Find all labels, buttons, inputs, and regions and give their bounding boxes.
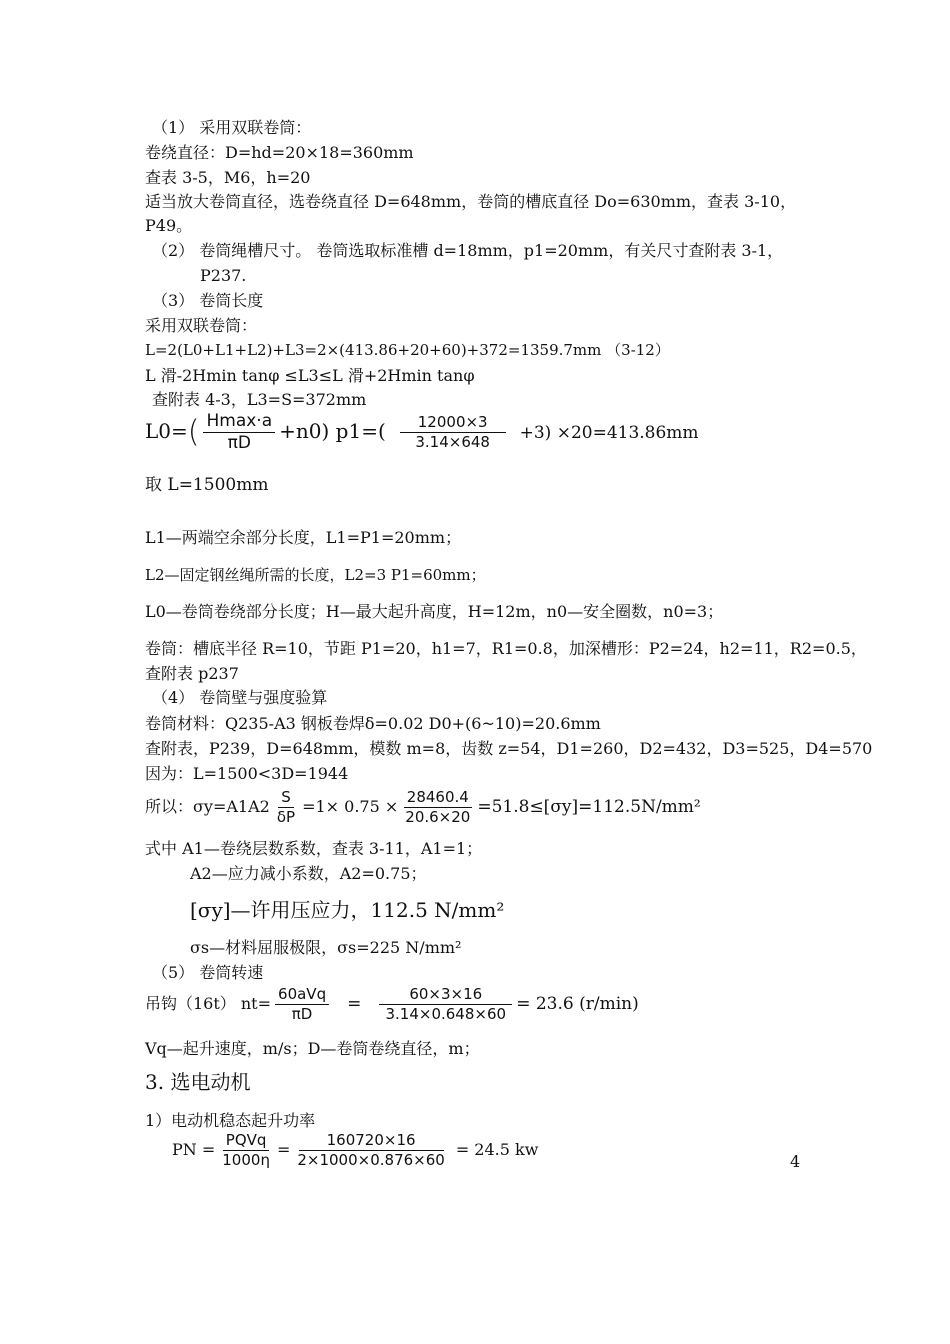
text-line: 查附表 p237: [145, 664, 239, 683]
formula-lhs: PN =: [172, 1140, 216, 1159]
fraction-denominator: πD: [291, 1005, 313, 1023]
text-line: P237.: [200, 266, 247, 285]
text-line: 取 L=1500mm: [145, 475, 269, 495]
fraction: [274, 790, 298, 825]
formula-l0: [145, 413, 699, 452]
fraction-denominator: πD: [227, 433, 251, 453]
text-line: 卷绕直径：D=hd=20×18=360mm: [145, 143, 414, 162]
text-line: L2—固定钢丝绳所需的长度，L2=3 P1=60mm；: [145, 566, 486, 584]
text-line: 卷筒材料：Q235-A3 钢板卷焊δ=0.02 D0+(6~10)=20.6mm: [145, 714, 601, 733]
formula-lhs: L0=: [145, 419, 188, 443]
section-heading-motor: 3. 选电动机: [145, 1070, 251, 1094]
fraction-denominator: δP: [276, 808, 296, 826]
fraction-denominator: 1000η: [222, 1151, 270, 1169]
text-line: 查附表 4-3，L3=S=372mm: [152, 390, 367, 409]
text-line: P49。: [145, 216, 193, 235]
fraction-numerator: S: [278, 790, 294, 808]
text-line: L0—卷筒卷绕部分长度；H—最大起升高度，H=12m，n0—安全圈数，n0=3；: [145, 602, 724, 621]
text-line: L1—两端空余部分长度，L1=P1=20mm；: [145, 528, 462, 547]
fraction-denominator: 3.14×0.648×60: [385, 1005, 507, 1023]
section-5-heading: （5） 卷筒转速: [152, 963, 264, 982]
formula-tail: = 23.6 (r/min): [516, 994, 639, 1014]
text-line: L=2(L0+L1+L2)+L3=2×(413.86+20+60)+372=1359.7mm （3-12）: [145, 341, 670, 359]
fraction-numerator: 12000×3: [400, 415, 506, 433]
formula-mid: =: [347, 994, 362, 1014]
formula-pn: [172, 1133, 538, 1168]
fraction-numerator: Hmax·a: [203, 413, 275, 433]
text-line: 查附表，P239，D=648mm，模数 m=8，齿数 z=54，D1=260，D2=432，D3=525，D4=570: [145, 739, 873, 758]
fraction-denominator: 3.14×648: [415, 433, 490, 451]
fraction-numerator: 60×3×16: [379, 987, 512, 1005]
fraction: [400, 415, 506, 450]
formula-nt: [145, 987, 639, 1022]
formula-lhs: 所以：σy=A1A2: [145, 797, 270, 816]
section-2-heading: （2） 卷筒绳槽尺寸。 卷筒选取标准槽 d=18mm，p1=20mm，有关尺寸查附表 3-1，: [152, 241, 784, 260]
section-1-heading: （1） 采用双联卷筒：: [152, 118, 312, 137]
formula-mid: =1× 0.75 ×: [302, 797, 399, 816]
text-line: 适当放大卷筒直径，选卷绕直径 D=648mm，卷筒的槽底直径 Do=630mm，查表 3-10，: [145, 192, 797, 211]
text-line: 卷筒：槽底半径 R=10，节距 P1=20，h1=7，R1=0.8，加深槽形：P2=24，h2=11，R2=0.5，: [145, 639, 867, 658]
formula-mid: =: [276, 1140, 291, 1159]
fraction: [275, 987, 329, 1022]
text-line: [σy]—许用压应力，112.5 N/mm²: [190, 898, 505, 922]
fraction: [402, 790, 473, 825]
formula-sigma: [145, 790, 701, 825]
formula-tail: = 24.5 kw: [455, 1140, 539, 1159]
text-line: 式中 A1—卷绕层数系数，查表 3-11，A1=1；: [145, 839, 483, 858]
formula-lhs: 吊钩（16t） nt=: [145, 994, 272, 1013]
text-line: A2—应力减小系数，A2=0.75；: [190, 864, 427, 883]
formula-tail: +3) ×20=413.86mm: [519, 423, 699, 443]
fraction: [219, 1133, 273, 1168]
fraction-numerator: 160720×16: [299, 1133, 444, 1151]
fraction-numerator: PQVq: [223, 1133, 270, 1151]
fraction-denominator: 2×1000×0.876×60: [297, 1151, 445, 1169]
fraction-numerator: 60aVq: [275, 987, 329, 1005]
paren: (: [187, 414, 200, 450]
fraction-numerator: 28460.4: [404, 790, 472, 808]
fraction: [294, 1133, 447, 1168]
text-line: 1）电动机稳态起升功率: [145, 1111, 316, 1130]
section-3-heading: （3） 卷筒长度: [152, 291, 264, 310]
page-number: 4: [790, 1152, 801, 1171]
fraction-denominator: 20.6×20: [405, 808, 471, 826]
text-line: Vq—起升速度，m/s；D—卷筒卷绕直径，m；: [145, 1039, 480, 1058]
text-line: 因为：L=1500<3D=1944: [145, 764, 349, 783]
section-4-heading: （4） 卷筒壁与强度验算: [152, 688, 328, 707]
fraction: [379, 987, 512, 1022]
fraction: [203, 413, 275, 452]
text-line: L 滑-2Hmin tanφ ≤L3≤L 滑+2Hmin tanφ: [145, 366, 475, 385]
text-line: 采用双联卷筒：: [145, 316, 258, 335]
formula-mid: +n0) p1=(: [279, 419, 386, 443]
formula-tail: =51.8≤[σy]=112.5N/mm²: [477, 797, 701, 817]
text-line: σs—材料屈服极限，σs=225 N/mm²: [190, 938, 462, 957]
text-line: 查表 3-5，M6，h=20: [145, 168, 311, 187]
